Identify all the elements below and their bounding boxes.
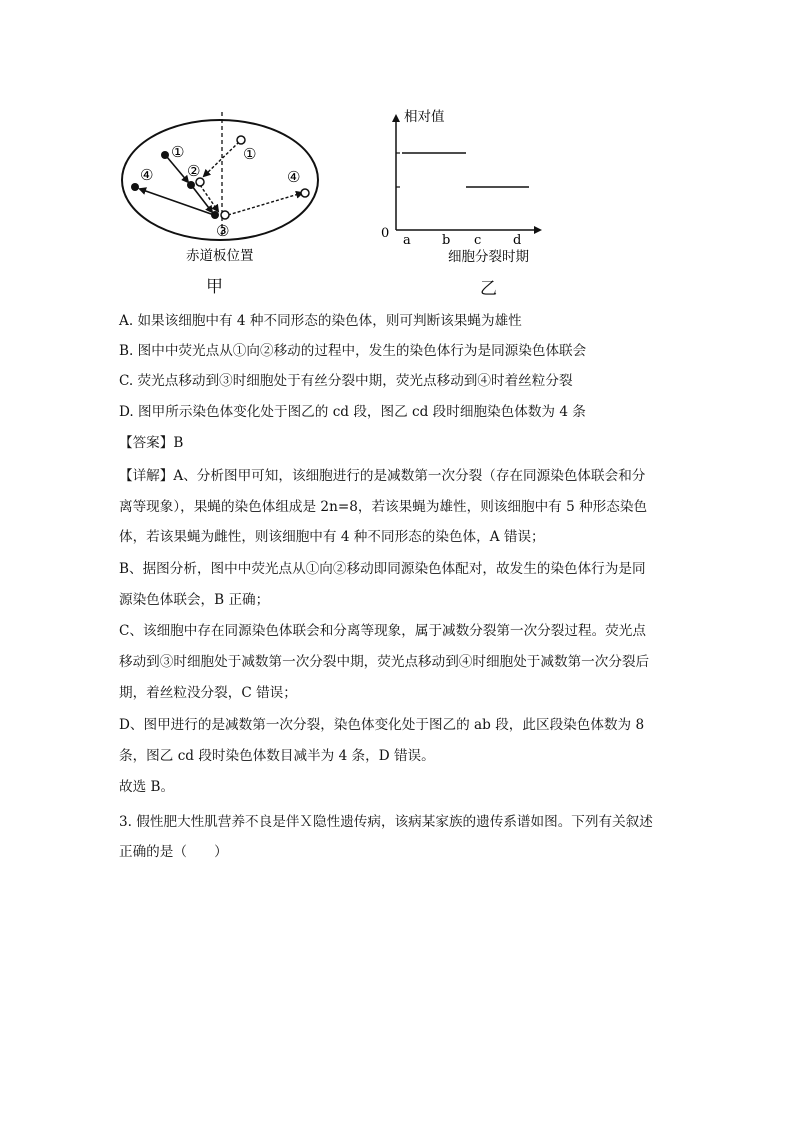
figures <box>0 0 794 300</box>
marker-open-4: ④ <box>287 168 301 186</box>
marker-2: ② <box>187 162 201 180</box>
dot-solid-2 <box>187 181 195 189</box>
figure-jia-cell <box>122 112 318 264</box>
explanation-line: 离等现象），果蝇的染色体组成是 2n=8，若该果蝇为雄性，则该细胞中有 5 种形态染色 <box>119 499 648 515</box>
conclusion: 故选 B。 <box>119 779 175 795</box>
equatorial-plate-caption: 赤道板位置 <box>186 248 254 264</box>
explanation-line: D、图甲进行的是减数第一次分裂，染色体变化处于图乙的 ab 段，此区段染色体数为 8 <box>119 717 645 733</box>
answer: 【答案】B <box>119 435 184 451</box>
option-a: A. 如果该细胞中有 4 种不同形态的染色体，则可判断该果蝇为雄性 <box>119 313 522 329</box>
marker-solid-1: ① <box>171 143 185 161</box>
x-tick-d: d <box>513 233 522 248</box>
dot-solid-4 <box>131 183 139 191</box>
x-tick-a: a <box>403 233 411 248</box>
figure-yi-chart <box>381 108 540 265</box>
question3-line: 3. 假性肥大性肌营养不良是伴Ｘ隐性遗传病，该病某家族的遗传系谱如图。下列有关叙述 <box>119 814 653 830</box>
x-axis-label: 细胞分裂时期 <box>448 249 529 265</box>
option-c: C. 荧光点移动到③时细胞处于有丝分裂中期，荧光点移动到④时着丝粒分裂 <box>119 373 573 389</box>
explanation-line: 移动到③时细胞处于减数第一次分裂中期，荧光点移动到④时细胞处于减数第一次分裂后 <box>119 654 650 670</box>
origin-label: 0 <box>381 226 390 241</box>
dot-open-3 <box>221 211 229 219</box>
arrow-solid-3-to-4 <box>140 189 214 215</box>
arrow-dashed-3-to-4 <box>228 193 302 215</box>
dot-open-1 <box>237 136 245 144</box>
option-b: B. 图中中荧光点从①向②移动的过程中，发生的染色体行为是同源染色体联会 <box>119 343 587 359</box>
figure-jia-label: 甲 <box>206 277 223 297</box>
explanation-line: 期，着丝粒没分裂，C 错误； <box>119 685 297 701</box>
dot-open-4 <box>301 189 309 197</box>
explanation-line: 源染色体联会，B 正确； <box>119 592 270 608</box>
marker-solid-4: ④ <box>140 166 154 184</box>
marker-open-1: ① <box>243 145 257 163</box>
x-tick-c: c <box>474 233 482 248</box>
explanation-line: B、据图分析，图中中荧光点从①向②移动即同源染色体配对，故发生的染色体行为是同 <box>119 561 646 577</box>
dot-solid-1 <box>161 151 169 159</box>
explanation-line: C、该细胞中存在同源染色体联会和分离等现象，属于减数分裂第一次分裂过程。荧光点 <box>119 623 646 639</box>
option-d: D. 图甲所示染色体变化处于图乙的 cd 段，图乙 cd 段时细胞染色体数为 4 条 <box>119 404 586 420</box>
dot-solid-3 <box>211 211 219 219</box>
marker-3: ③ <box>216 222 230 240</box>
explanation-line: 体，若该果蝇为雌性，则该细胞中有 4 种不同形态的染色体，A 错误； <box>119 529 545 545</box>
question3-line: 正确的是（ ） <box>119 844 228 860</box>
figure-yi-label: 乙 <box>480 279 497 299</box>
x-tick-b: b <box>442 233 451 248</box>
explanation-line: 条，图乙 cd 段时染色体数目减半为 4 条，D 错误。 <box>119 748 435 764</box>
y-axis-label: 相对值 <box>404 109 445 125</box>
explanation-line: 【详解】A、分析图甲可知，该细胞进行的是减数第一次分裂（存在同源染色体联会和分 <box>119 468 646 484</box>
